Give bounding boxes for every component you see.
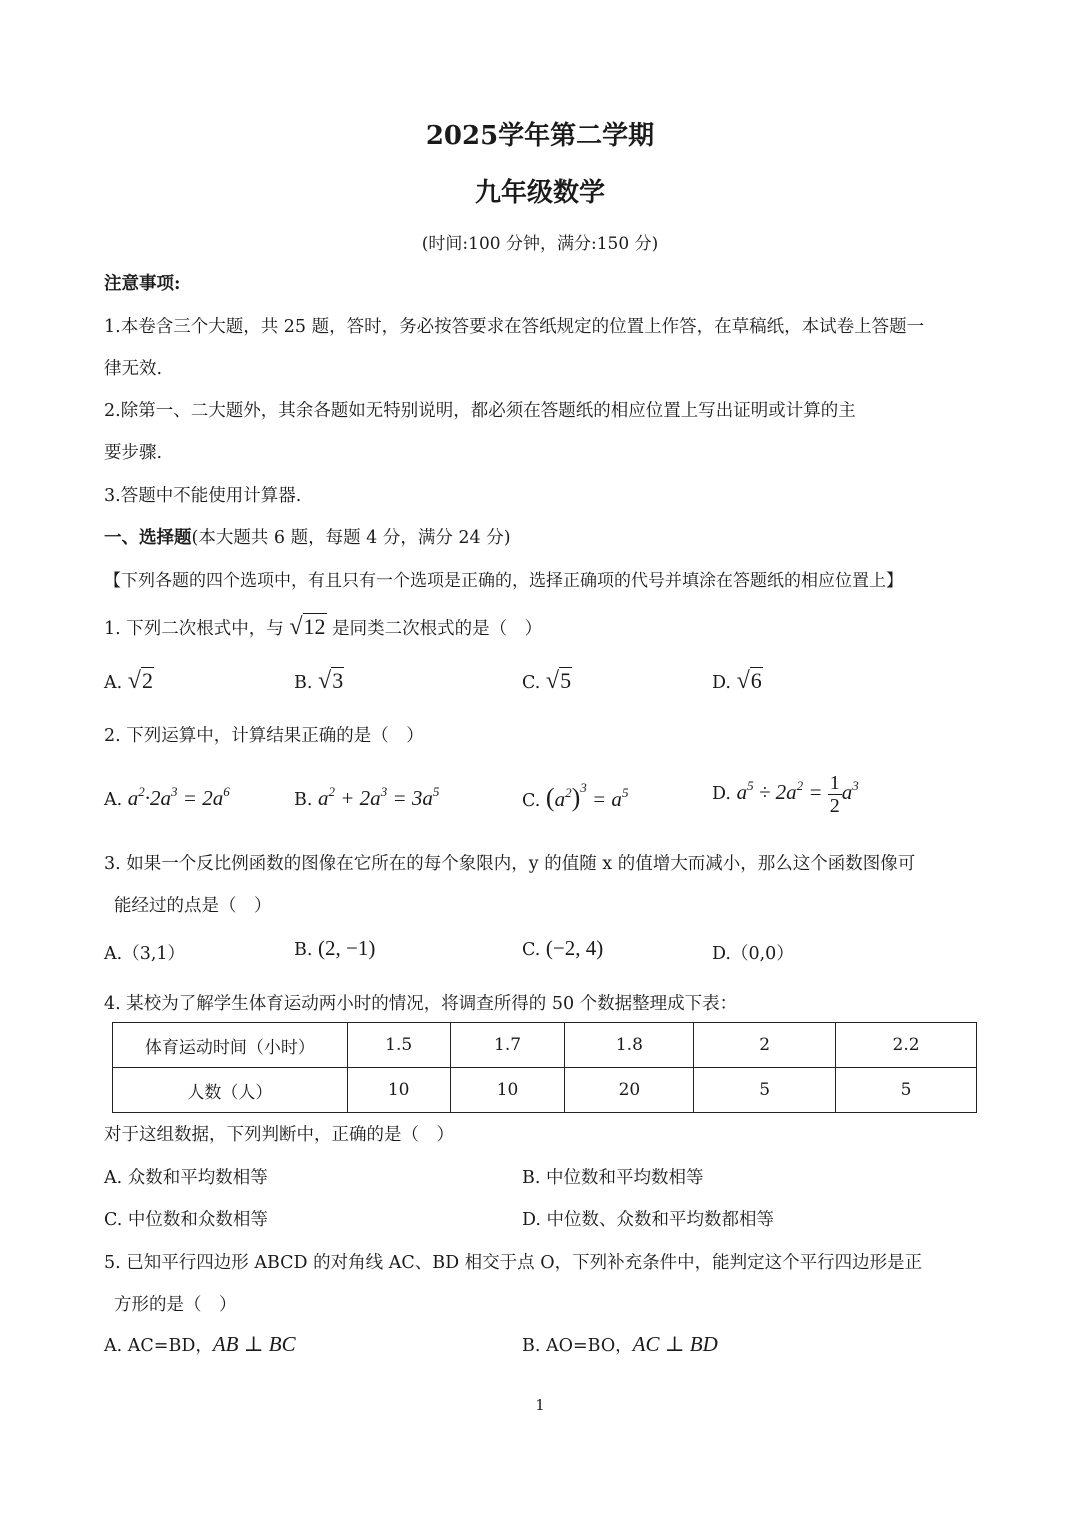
q4-option-d: D. 中位数、众数和平均数都相等 bbox=[522, 1210, 775, 1230]
q4-option-b: B. 中位数和平均数相等 bbox=[522, 1168, 704, 1188]
q1-option-a bbox=[104, 668, 154, 695]
page-number: 1 bbox=[535, 1396, 545, 1414]
notice-item1-line1: 1.本卷含三个大题，共 25 题，答时，务必按答要求在答纸规定的位置上作答，在草稿纸，本试卷上答题一 bbox=[104, 317, 925, 337]
q3-option-d-text: （0,0） bbox=[730, 944, 794, 964]
table-cell: 5 bbox=[836, 1068, 977, 1113]
q2-option-a bbox=[104, 784, 230, 811]
notice-item1-line2: 律无效. bbox=[104, 359, 163, 379]
q3-option-d bbox=[712, 940, 794, 965]
q1-stem bbox=[104, 614, 542, 641]
q5-stem-line2: 方形的是（ ） bbox=[114, 1295, 237, 1315]
notice-heading: 注意事项: bbox=[104, 274, 181, 294]
section1-heading-row bbox=[104, 524, 511, 549]
q1-option-c bbox=[522, 668, 572, 695]
section1-note: (本大题共 6 题，每题 4 分，满分 24 分) bbox=[191, 528, 511, 548]
q1-option-c-sqrt: √5 bbox=[545, 668, 572, 694]
notice-item3: 3.答题中不能使用计算器. bbox=[104, 486, 302, 506]
table-header-cell: 体育运动时间（小时） bbox=[113, 1023, 348, 1068]
q5-option-b bbox=[522, 1332, 718, 1357]
q3-stem-line2: 能经过的点是（ ） bbox=[114, 896, 272, 916]
q1-option-a-label: A. bbox=[104, 673, 123, 693]
q3-option-b-text: (2, −1) bbox=[318, 936, 376, 960]
q2-option-d-label: D. bbox=[712, 784, 731, 804]
q1-option-d bbox=[712, 668, 763, 695]
q3-stem-line1: 3. 如果一个反比例函数的图像在它所在的每个象限内，y 的值随 x 的值增大而减小，那么这个函数图像可 bbox=[104, 854, 916, 874]
q3-option-a-text: （3,1） bbox=[122, 944, 186, 964]
q2-option-d-fraction: $\frac{1}{2}$ bbox=[829, 772, 840, 817]
table-cell: 2 bbox=[694, 1023, 836, 1068]
q2-option-d-expr: $a^5 \div 2a^2$ = bbox=[736, 778, 828, 804]
table-row bbox=[113, 1023, 977, 1068]
q5-option-a bbox=[104, 1332, 296, 1357]
q5-stem-line1: 5. 已知平行四边形 ABCD 的对角线 AC、BD 相交于点 O，下列补充条件中，能判定这个平行四边形是正 bbox=[104, 1253, 923, 1273]
q4-stem: 4. 某校为了解学生体育运动两小时的情况，将调查所得的 50 个数据整理成下表： bbox=[104, 994, 738, 1014]
exam-title: 2025学年第二学期 bbox=[425, 121, 655, 151]
notice-item2-line2: 要步骤. bbox=[104, 443, 163, 463]
table-cell: 1.7 bbox=[450, 1023, 565, 1068]
q2-option-d bbox=[712, 772, 859, 817]
q1-option-b bbox=[294, 668, 344, 695]
q3-option-c bbox=[522, 936, 603, 961]
q3-option-b bbox=[294, 936, 375, 961]
q2-option-a-expr: $a^2\cdot 2a^3 = 2a^6$ bbox=[127, 784, 230, 810]
q1-stem-b: 是同类二次根式的是（ ） bbox=[332, 619, 543, 639]
q3-option-a-label: A. bbox=[104, 944, 123, 964]
exam-info: (时间:100 分钟，满分:150 分) bbox=[421, 234, 659, 254]
q2-option-d-result: $a^3$ bbox=[841, 778, 859, 804]
q5-option-a-math: AB ⊥ BC bbox=[212, 1332, 296, 1356]
section1-heading: 一、选择题 bbox=[104, 528, 192, 548]
q2-option-a-label: A. bbox=[104, 790, 123, 810]
q1-option-c-radicand: 5 bbox=[560, 668, 572, 693]
table-cell: 10 bbox=[347, 1068, 450, 1113]
q2-option-b bbox=[294, 784, 439, 811]
q2-option-c bbox=[522, 780, 628, 813]
table-header-cell: 人数（人） bbox=[113, 1068, 348, 1113]
q4-option-a: A. 众数和平均数相等 bbox=[104, 1168, 268, 1188]
q3-option-a bbox=[104, 940, 185, 965]
q1-option-d-sqrt: √6 bbox=[736, 668, 762, 694]
q1-stem-a: 1. 下列二次根式中，与 bbox=[104, 619, 284, 639]
table-cell: 2.2 bbox=[836, 1023, 977, 1068]
q1-option-c-label: C. bbox=[522, 673, 541, 693]
q2-option-b-expr: $a^2 + 2a^3 = 3a^5$ bbox=[318, 784, 440, 810]
q1-stem-radicand: 12 bbox=[303, 614, 326, 639]
q2-option-c-label: C. bbox=[522, 791, 541, 811]
q5-option-b-math: AC ⊥ BD bbox=[632, 1332, 718, 1356]
q5-option-a-text: A. AC=BD， bbox=[104, 1336, 213, 1356]
q2-option-c-expr: $(a^2)^3 = a^5$ bbox=[545, 780, 629, 812]
q3-option-b-label: B. bbox=[294, 940, 313, 960]
q1-option-d-radicand: 6 bbox=[750, 668, 762, 693]
table-cell: 1.8 bbox=[565, 1023, 694, 1068]
table-cell: 5 bbox=[694, 1068, 836, 1113]
q2-option-b-label: B. bbox=[294, 790, 313, 810]
q4-option-c: C. 中位数和众数相等 bbox=[104, 1210, 268, 1230]
q1-option-b-sqrt: √3 bbox=[318, 668, 344, 694]
q1-option-a-radicand: 2 bbox=[141, 668, 153, 693]
q3-option-d-label: D. bbox=[712, 944, 731, 964]
exam-subject: 九年级数学 bbox=[474, 178, 605, 208]
q4-follow: 对于这组数据，下列判断中，正确的是（ ） bbox=[104, 1125, 454, 1145]
section1-instruction: 【下列各题的四个选项中，有且只有一个选项是正确的，选择正确项的代号并填涂在答题纸的相应位置上】 bbox=[104, 571, 903, 591]
notice-item2-line1: 2.除第一、二大题外，其余各题如无特别说明，都必须在答题纸的相应位置上写出证明或计算的主 bbox=[104, 401, 856, 421]
q1-option-b-label: B. bbox=[294, 673, 313, 693]
table-cell: 20 bbox=[565, 1068, 694, 1113]
q1-stem-sqrt: √12 bbox=[289, 614, 326, 640]
q1-option-d-label: D. bbox=[712, 673, 731, 693]
q1-option-b-radicand: 3 bbox=[332, 668, 344, 693]
q2-stem: 2. 下列运算中，计算结果正确的是（ ） bbox=[104, 726, 424, 746]
table-row bbox=[113, 1068, 977, 1113]
q4-data-table bbox=[112, 1022, 977, 1113]
q1-option-a-sqrt: √2 bbox=[127, 668, 153, 694]
table-cell: 10 bbox=[450, 1068, 565, 1113]
q3-option-c-label: C. bbox=[522, 940, 541, 960]
q3-option-c-text: (−2, 4) bbox=[545, 936, 604, 960]
q5-option-b-text: B. AO=BO， bbox=[522, 1336, 633, 1356]
table-cell: 1.5 bbox=[347, 1023, 450, 1068]
